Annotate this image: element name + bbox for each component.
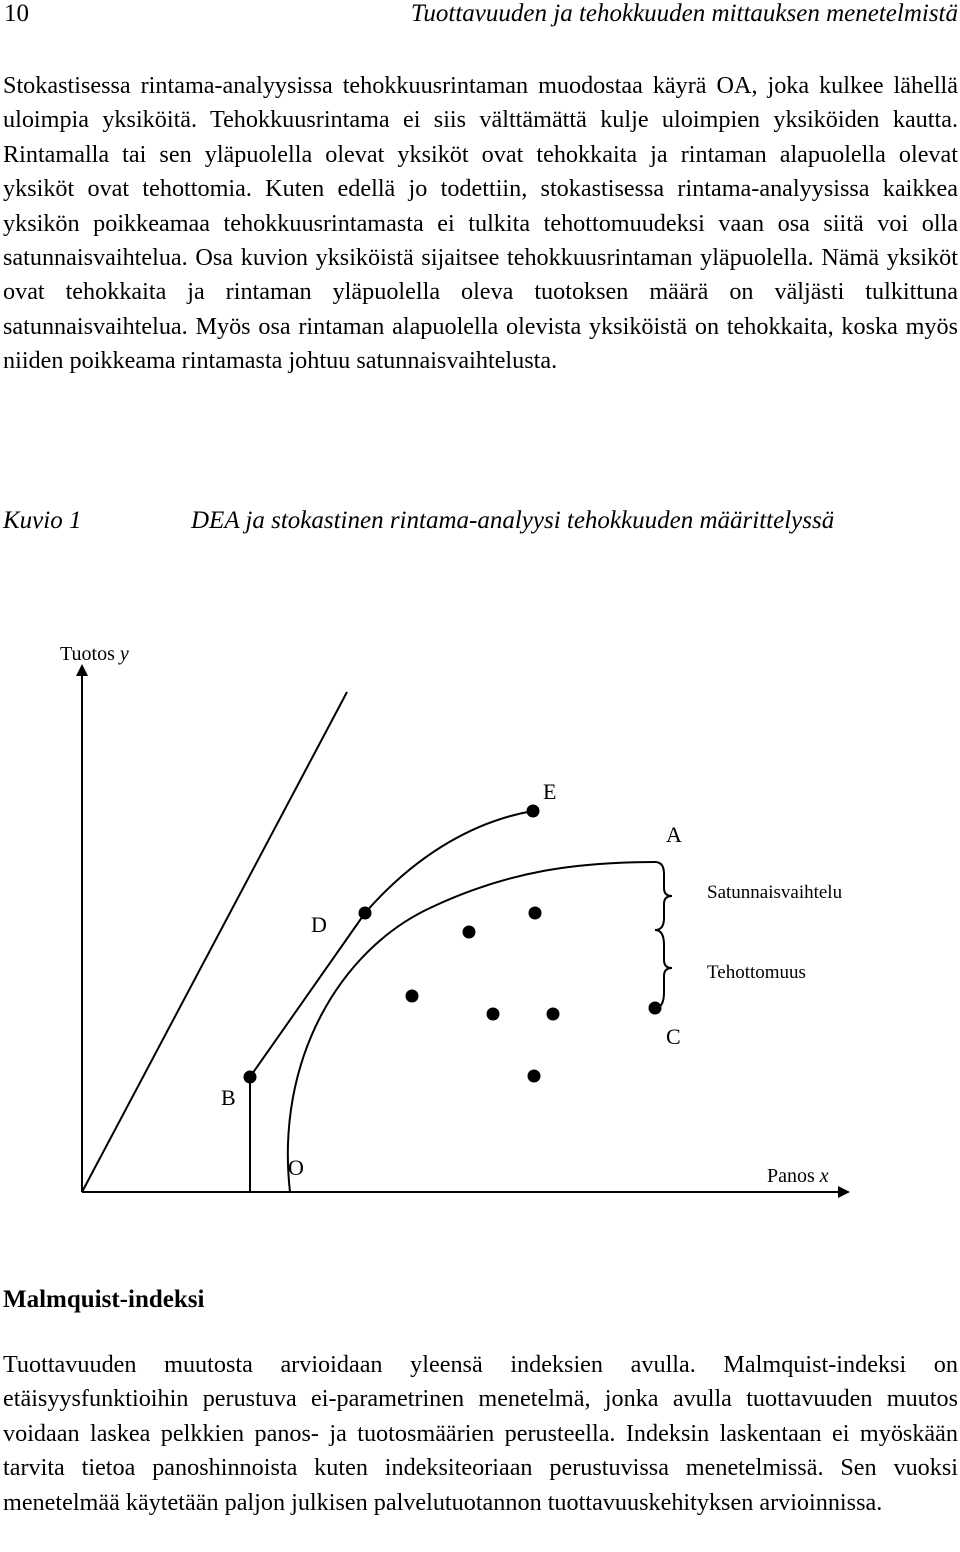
label-a: A <box>666 822 682 847</box>
y-axis-label-text: Tuotos <box>60 643 120 665</box>
body-paragraph-1: Stokastisessa rintama-analyysissa tehokkuusrintaman muodostaa käyrä OA, joka kulkee lähellä uloimpia yksiköitä. Tehokkuusrintama ei siis välttämättä kulje uloimpien yksiköiden kautta. Rintamalla tai sen yläpuolella olevat yksiköt ovat tehokkaita ja rintaman alapuolella olevat yksiköt ovat tehottomia. Kuten edellä jo todettiin, stokastisessa rintama-analyysissa kaikkea yksikön poikkeamaa tehokkuusrintamasta ei tulkita tehottomuudeksi vaan osa siitä voi olla satunnaisvaihtelua. Osa kuvion yksiköistä sijaitsee tehokkuusrintaman yläpuolella. Nämä yksiköt ovat tehokkaita ja rintaman yläpuolella oleva tuotoksen määrä on väljästi tulkittuna satunnaisvaihtelua. Myös osa rintaman alapuolella olevista yksiköistä on tehokkaita, koska myös niiden poikkeama rintamasta johtuu satunnaisvaihtelusta. <box>3 72 958 375</box>
brace-inefficiency <box>655 930 672 1008</box>
x-axis-label-text: Panos <box>767 1165 820 1187</box>
point-unit <box>487 1008 500 1021</box>
x-axis-variable: x <box>819 1165 829 1187</box>
label-o: O <box>288 1155 304 1180</box>
dea-frontier-upper <box>365 811 533 913</box>
point-unit <box>463 926 476 939</box>
point-unit <box>528 1070 541 1083</box>
dea-ray-upper <box>82 692 347 1192</box>
point-c <box>649 1002 662 1015</box>
label-c: C <box>666 1024 681 1049</box>
point-unit <box>529 907 542 920</box>
figure-label: Kuvio 1 <box>3 507 82 534</box>
dea-frontier-lower <box>250 913 365 1077</box>
section-heading: Malmquist-indeksi <box>3 1286 205 1313</box>
figure-title: DEA ja stokastinen rintama-analyysi tehokkuuden määrittelyssä <box>191 507 835 534</box>
figure-caption <box>3 507 958 541</box>
page-header <box>0 0 960 30</box>
figure-diagram <box>0 630 960 1210</box>
y-axis-variable: y <box>119 643 129 665</box>
point-unit <box>547 1008 560 1021</box>
figure-dea-sfa <box>0 630 960 1210</box>
x-axis-label <box>767 1165 829 1187</box>
brace-random-variation <box>655 862 672 930</box>
running-title: Tuottavuuden ja tehokkuuden mittauksen menetelmistä <box>410 0 958 27</box>
brace-label-random-variation: Satunnaisvaihtelu <box>707 882 843 903</box>
body-paragraph-2: Tuottavuuden muutosta arvioidaan yleensä indeksien avulla. Malmquist-indeksi on etäisyysfunktioihin perustuva ei-parametrinen menetelmä, jonka avulla tuottavuuden muutos voidaan laskea pelkkien panos- ja tuotosmäärien perusteella. Indeksin laskentaan ei myöskään tarvita tietoa panoshinnoista kuten indeksiteoriaan perustuvissa menetelmissä. Sen vuoksi menetelmää käytetään paljon julkisen palvelutuotannon tuottavuuskehityksen arvioinnissa. <box>3 1351 958 1516</box>
stochastic-frontier-oa <box>288 862 655 1192</box>
point-e <box>527 805 540 818</box>
y-axis-label <box>60 643 129 665</box>
label-e: E <box>543 779 557 804</box>
point-b <box>244 1071 257 1084</box>
brace-label-inefficiency: Tehottomuus <box>707 962 806 983</box>
label-d: D <box>311 912 327 937</box>
point-d <box>359 907 372 920</box>
point-unit <box>406 990 419 1003</box>
label-b: B <box>221 1085 236 1110</box>
page-number: 10 <box>4 0 29 27</box>
